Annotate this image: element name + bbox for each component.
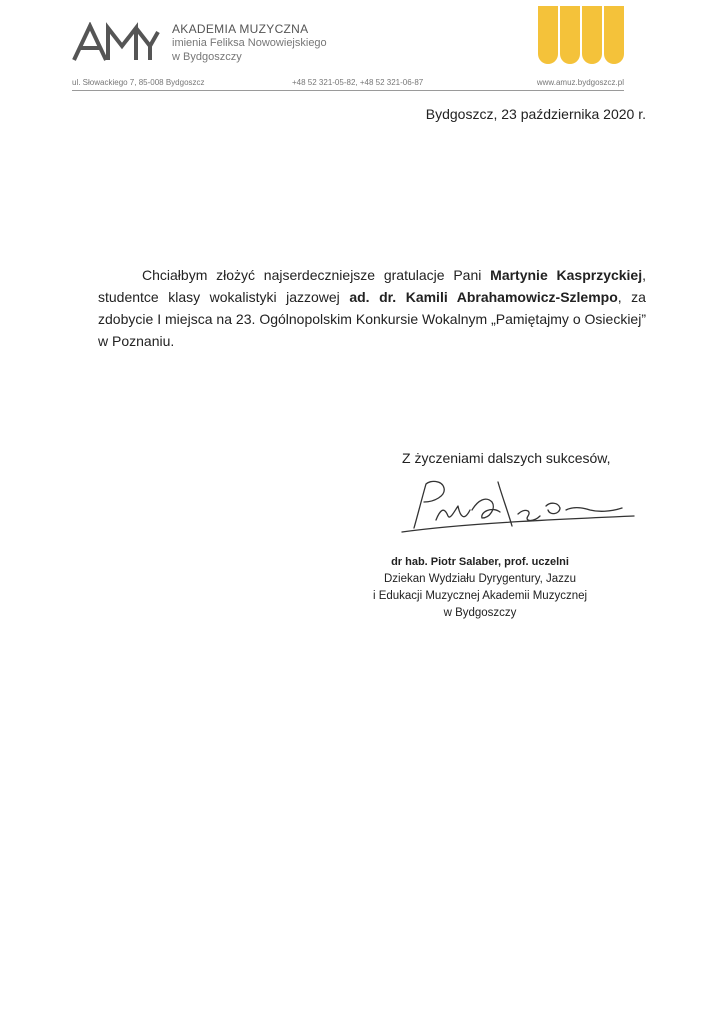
signer-title-2: i Edukacji Muzycznej Akademii Muzycznej — [372, 590, 588, 602]
org-name: AKADEMIA MUZYCZNA — [172, 22, 309, 36]
student-name: Martynie Kasprzyckiej — [490, 267, 643, 283]
body-text-1: Chciałbym złożyć najserdeczniejsze gratulacje Pani — [142, 267, 491, 283]
header-divider — [72, 90, 624, 91]
body-text-3: , za zdobycie I miejsca na 23. Ogólnopolskim Konkursie Wokalnym „Pamiętajmy o Osieckiej” w Poznaniu. — [98, 289, 646, 349]
signer-title-3: w Bydgoszczy — [443, 607, 517, 619]
yellow-organ-pipes-icon — [538, 6, 624, 64]
letter-date: Bydgoszcz, 23 października 2020 r. — [425, 106, 646, 122]
org-subtitle-1: imienia Feliksa Nowowiejskiego — [172, 37, 327, 49]
am-logo-icon — [72, 22, 162, 62]
org-subtitle-2: w Bydgoszczy — [172, 51, 242, 63]
org-name-block — [172, 22, 327, 64]
letter-body — [98, 264, 646, 352]
teacher-name: ad. dr. Kamili Abrahamowicz-Szlempo — [349, 289, 618, 305]
closing-line: Z życzeniami dalszych sukcesów, — [402, 450, 611, 466]
handwritten-signature-icon — [400, 476, 636, 534]
signer-title-1: Dziekan Wydziału Dyrygentury, Jazzu — [383, 573, 577, 585]
signer-block — [372, 554, 588, 622]
signer-name: dr hab. Piotr Salaber, prof. uczelni — [391, 556, 569, 568]
body-text-2: , studentce klasy wokalistyki jazzowej — [98, 267, 647, 305]
phone-text: +48 52 321-05-82, +48 52 321-06-87 — [292, 78, 424, 87]
address-text: ul. Słowackiego 7, 85-008 Bydgoszcz — [72, 78, 205, 87]
website-text: www.amuz.bydgoszcz.pl — [536, 78, 624, 87]
